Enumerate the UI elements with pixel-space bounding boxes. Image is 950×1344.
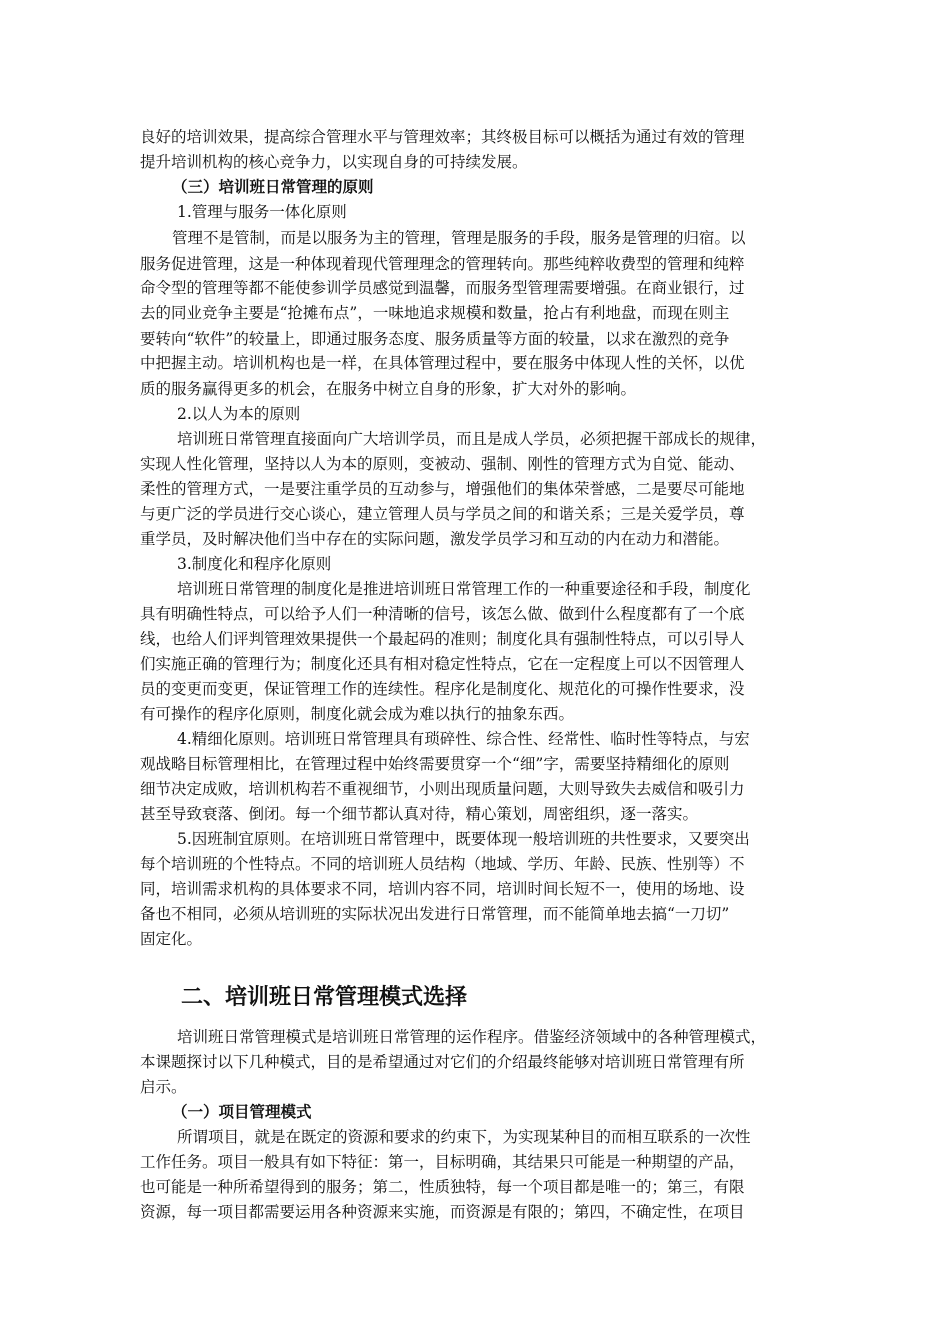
paragraph-line: 质的服务赢得更多的机会，在服务中树立自身的形象，扩大对外的影响。 (140, 380, 637, 398)
paragraph-line: 培训班日常管理的制度化是推进培训班日常管理工作的一种重要途径和手段，制度化 (177, 580, 751, 598)
paragraph-line: 服务促进管理，这是一种体现着现代管理理念的管理转向。那些纯粹收费型的管理和纯粹 (140, 255, 745, 273)
paragraph-line: 去的同业竞争主要是“抢摊布点”，一味地追求规模和数量，抢占有利地盘，而现在则主 (140, 304, 730, 322)
principle-heading: 3.制度化和程序化原则 (177, 555, 332, 573)
paragraph-line: 提升培训机构的核心竞争力，以实现自身的可持续发展。 (140, 153, 528, 171)
paragraph-line: 观战略目标管理相比，在管理过程中始终需要贯穿一个“细”字，需要坚持精细化的原则 (140, 755, 730, 773)
paragraph-line: 工作任务。项目一般具有如下特征：第一，目标明确，其结果只可能是一种期望的产品， (140, 1153, 745, 1171)
paragraph-line: 资源，每一项目都需要运用各种资源来实施，而资源是有限的；第四，不确定性，在项目 (140, 1203, 745, 1221)
paragraph-line: 良好的培训效果，提高综合管理水平与管理效率；其终极目标可以概括为通过有效的管理 (140, 128, 745, 146)
subsection-heading: （一）项目管理模式 (172, 1103, 312, 1121)
paragraph-line: 细节决定成败，培训机构若不重视细节，小则出现质量问题，大则导致失去威信和吸引力 (140, 780, 745, 798)
paragraph-line: 员的变更而变更，保证管理工作的连续性。程序化是制度化、规范化的可操作性要求，没 (140, 680, 745, 698)
paragraph-line: 固定化。 (140, 930, 203, 948)
paragraph-line: 与更广泛的学员进行交心谈心，建立管理人员与学员之间的和谐关系；三是关爱学员，尊 (140, 505, 745, 523)
paragraph-line: 启示。 (140, 1078, 187, 1096)
paragraph-line: 甚至导致衰落、倒闭。每一个细节都认真对待，精心策划，周密组织，逐一落实。 (140, 805, 699, 823)
paragraph-line: 本课题探讨以下几种模式，目的是希望通过对它们的介绍最终能够对培训班日常管理有所 (140, 1053, 745, 1071)
paragraph-line: 要转向“软件”的较量上，即通过服务态度、服务质量等方面的较量，以求在激烈的竞争 (140, 330, 730, 348)
paragraph-line: 备也不相同，必须从培训班的实际状况出发进行日常管理，而不能简单地去搞“一刀切” (140, 905, 730, 923)
paragraph-line: 4.精细化原则。培训班日常管理具有琐碎性、综合性、经常性、临时性等特点，与宏 (177, 730, 750, 748)
paragraph-line: 5.因班制宜原则。在培训班日常管理中，既要体现一般培训班的共性要求，又要突出 (177, 830, 750, 848)
paragraph-line: 同，培训需求机构的具体要求不同，培训内容不同，培训时间长短不一，使用的场地、设 (140, 880, 745, 898)
paragraph-line: 每个培训班的个性特点。不同的培训班人员结构（地域、学历、年龄、民族、性别等）不 (140, 855, 745, 873)
paragraph-line: 培训班日常管理模式是培训班日常管理的运作程序。借鉴经济领域中的各种管理模式， (177, 1028, 767, 1046)
subsection-heading: （三）培训班日常管理的原则 (172, 178, 374, 196)
paragraph-line: 管理不是管制，而是以服务为主的管理，管理是服务的手段，服务是管理的归宿。以 (172, 229, 746, 247)
paragraph-line: 命令型的管理等都不能使参训学员感觉到温馨，而服务型管理需要增强。在商业银行，过 (140, 279, 745, 297)
paragraph-line: 培训班日常管理直接面向广大培训学员，而且是成人学员，必须把握干部成长的规律， (177, 430, 767, 448)
paragraph-line: 所谓项目，就是在既定的资源和要求的约束下，为实现某种目的而相互联系的一次性 (177, 1128, 751, 1146)
principle-heading: 1.管理与服务一体化原则 (177, 203, 347, 221)
paragraph-line: 也可能是一种所希望得到的服务；第二，性质独特，每一个项目都是唯一的；第三，有限 (140, 1178, 745, 1196)
paragraph-line: 中把握主动。培训机构也是一样，在具体管理过程中，要在服务中体现人性的关怀，以优 (140, 354, 745, 372)
section-heading: 二、培训班日常管理模式选择 (181, 985, 468, 1010)
paragraph-line: 实现人性化管理，坚持以人为本的原则，变被动、强制、刚性的管理方式为自觉、能动、 (140, 455, 745, 473)
paragraph-line: 具有明确性特点，可以给予人们一种清晰的信号，该怎么做、做到什么程度都有了一个底 (140, 605, 745, 623)
paragraph-line: 柔性的管理方式，一是要注重学员的互动参与，增强他们的集体荣誉感，二是要尽可能地 (140, 480, 745, 498)
paragraph-line: 有可操作的程序化原则，制度化就会成为难以执行的抽象东西。 (140, 705, 575, 723)
paragraph-line: 重学员，及时解决他们当中存在的实际问题，激发学员学习和互动的内在动力和潜能。 (140, 530, 730, 548)
principle-heading: 2.以人为本的原则 (177, 405, 301, 423)
paragraph-line: 线，也给人们评判管理效果提供一个最起码的准则；制度化具有强制性特点，可以引导人 (140, 630, 745, 648)
paragraph-line: 们实施正确的管理行为；制度化还具有相对稳定性特点，它在一定程度上可以不因管理人 (140, 655, 745, 673)
